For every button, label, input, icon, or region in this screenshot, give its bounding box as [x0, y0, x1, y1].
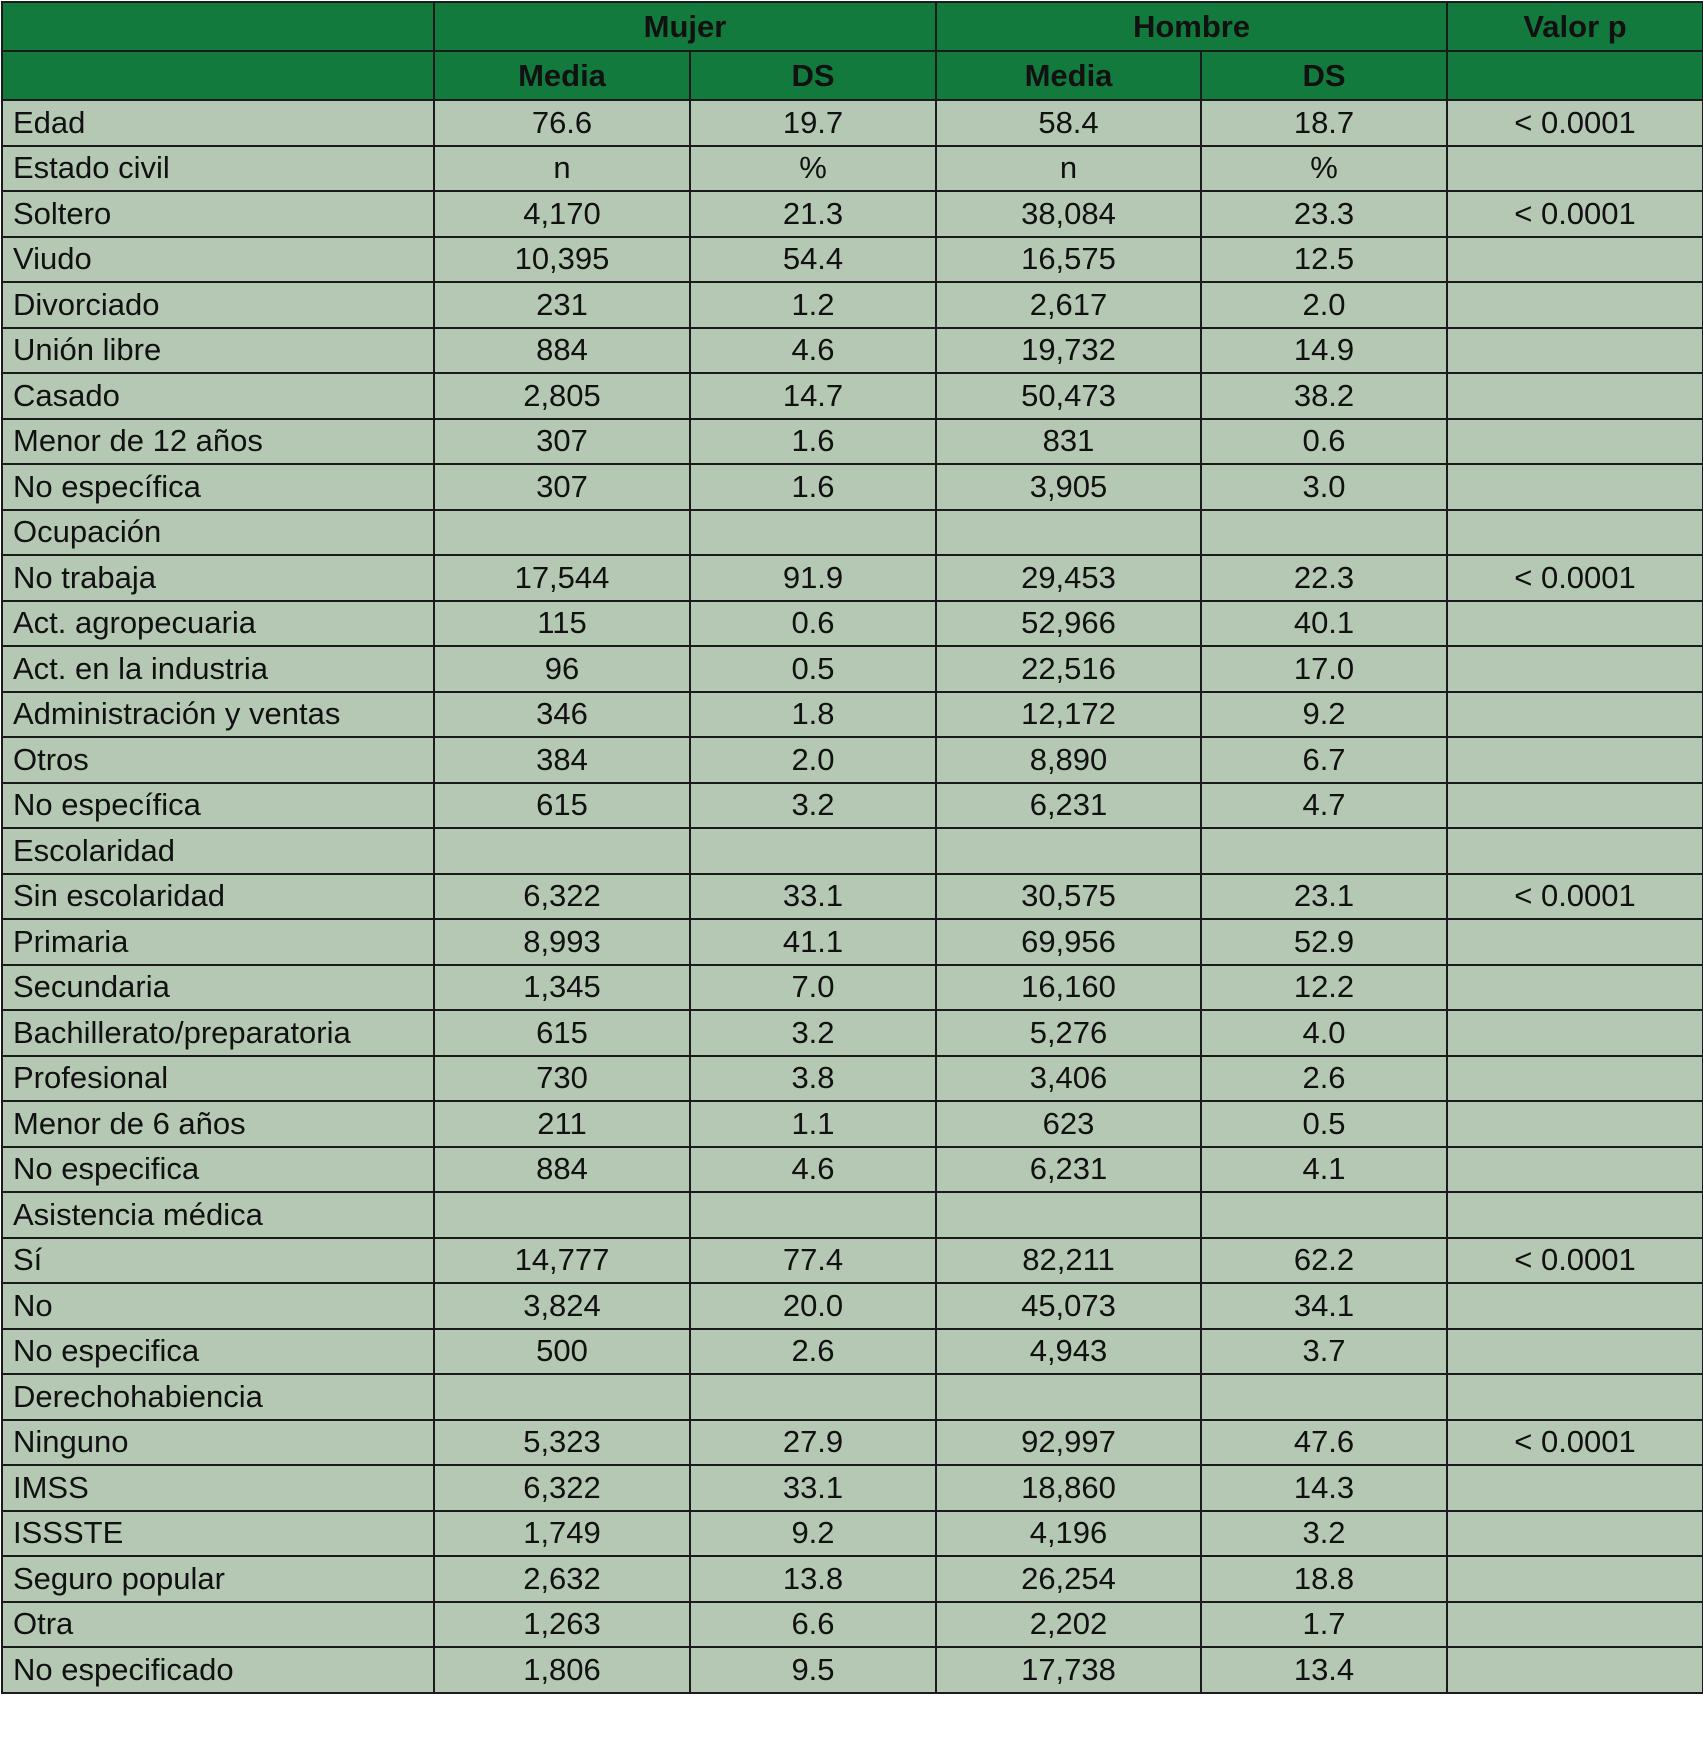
valor-p-cell: < 0.0001: [1447, 874, 1703, 920]
mujer-media-cell: 115: [434, 601, 690, 647]
valor-p-cell: [1447, 1056, 1703, 1102]
mujer-media-cell: 1,345: [434, 965, 690, 1011]
hombre-ds-cell: 2.6: [1201, 1056, 1447, 1102]
mujer-media-cell: 307: [434, 419, 690, 465]
mujer-ds-cell: 2.6: [690, 1329, 936, 1375]
mujer-media-cell: 17,544: [434, 555, 690, 601]
table-row: [2, 1238, 1703, 1284]
mujer-media-cell: [434, 828, 690, 874]
hombre-media-cell: 4,943: [936, 1329, 1201, 1375]
table-row: [2, 100, 1703, 146]
mujer-ds-cell: [690, 1192, 936, 1238]
header-hombre-ds: DS: [1201, 51, 1447, 100]
valor-p-cell: [1447, 1647, 1703, 1693]
table-row: [2, 1374, 1703, 1420]
valor-p-cell: [1447, 1101, 1703, 1147]
header-corner: [2, 2, 434, 51]
mujer-media-cell: [434, 1374, 690, 1420]
mujer-media-cell: 2,805: [434, 373, 690, 419]
valor-p-cell: [1447, 601, 1703, 647]
mujer-media-cell: 500: [434, 1329, 690, 1375]
hombre-media-cell: 2,617: [936, 282, 1201, 328]
hombre-media-cell: n: [936, 146, 1201, 192]
mujer-ds-cell: 4.6: [690, 1147, 936, 1193]
table-row: [2, 510, 1703, 556]
mujer-ds-cell: 21.3: [690, 191, 936, 237]
mujer-ds-cell: [690, 1374, 936, 1420]
mujer-ds-cell: 4.6: [690, 328, 936, 374]
hombre-media-cell: 29,453: [936, 555, 1201, 601]
valor-p-cell: [1447, 1329, 1703, 1375]
mujer-ds-cell: 1.6: [690, 464, 936, 510]
valor-p-cell: < 0.0001: [1447, 1238, 1703, 1284]
hombre-media-cell: 50,473: [936, 373, 1201, 419]
table-row: [2, 1192, 1703, 1238]
mujer-media-cell: 615: [434, 1010, 690, 1056]
hombre-ds-cell: 3.0: [1201, 464, 1447, 510]
hombre-media-cell: 22,516: [936, 646, 1201, 692]
table-row: [2, 555, 1703, 601]
mujer-ds-cell: 1.1: [690, 1101, 936, 1147]
hombre-ds-cell: 6.7: [1201, 737, 1447, 783]
mujer-media-cell: 346: [434, 692, 690, 738]
mujer-media-cell: 1,806: [434, 1647, 690, 1693]
hombre-ds-cell: 0.5: [1201, 1101, 1447, 1147]
table-row: [2, 965, 1703, 1011]
mujer-media-cell: 211: [434, 1101, 690, 1147]
hombre-ds-cell: 12.5: [1201, 237, 1447, 283]
valor-p-cell: [1447, 373, 1703, 419]
row-label: Primaria: [2, 919, 434, 965]
header-row-stats: [2, 51, 1703, 100]
valor-p-cell: [1447, 828, 1703, 874]
demographics-table: [1, 1, 1703, 1694]
mujer-media-cell: 76.6: [434, 100, 690, 146]
mujer-ds-cell: 0.5: [690, 646, 936, 692]
valor-p-cell: [1447, 1374, 1703, 1420]
mujer-ds-cell: 33.1: [690, 874, 936, 920]
row-label: Otros: [2, 737, 434, 783]
mujer-media-cell: 2,632: [434, 1556, 690, 1602]
mujer-media-cell: 4,170: [434, 191, 690, 237]
hombre-ds-cell: 4.0: [1201, 1010, 1447, 1056]
row-label: Casado: [2, 373, 434, 419]
valor-p-cell: [1447, 1465, 1703, 1511]
valor-p-cell: [1447, 783, 1703, 829]
valor-p-cell: [1447, 919, 1703, 965]
mujer-ds-cell: 33.1: [690, 1465, 936, 1511]
hombre-ds-cell: 40.1: [1201, 601, 1447, 647]
mujer-ds-cell: 54.4: [690, 237, 936, 283]
header-valor-p-blank: [1447, 51, 1703, 100]
table-row: [2, 601, 1703, 647]
hombre-ds-cell: [1201, 1374, 1447, 1420]
hombre-media-cell: [936, 1192, 1201, 1238]
row-label: Seguro popular: [2, 1556, 434, 1602]
hombre-ds-cell: 52.9: [1201, 919, 1447, 965]
hombre-media-cell: 12,172: [936, 692, 1201, 738]
hombre-ds-cell: 14.9: [1201, 328, 1447, 374]
mujer-media-cell: 384: [434, 737, 690, 783]
table-header: [2, 2, 1703, 100]
hombre-media-cell: 623: [936, 1101, 1201, 1147]
hombre-media-cell: 92,997: [936, 1420, 1201, 1466]
row-label: Administración y ventas: [2, 692, 434, 738]
mujer-ds-cell: 14.7: [690, 373, 936, 419]
mujer-media-cell: 884: [434, 328, 690, 374]
row-label: Bachillerato/preparatoria: [2, 1010, 434, 1056]
valor-p-cell: [1447, 510, 1703, 556]
valor-p-cell: [1447, 146, 1703, 192]
table-row: [2, 919, 1703, 965]
header-hombre: Hombre: [936, 2, 1447, 51]
hombre-ds-cell: 4.7: [1201, 783, 1447, 829]
row-label: No: [2, 1283, 434, 1329]
table-row: [2, 783, 1703, 829]
mujer-media-cell: 10,395: [434, 237, 690, 283]
hombre-ds-cell: [1201, 510, 1447, 556]
hombre-media-cell: [936, 1374, 1201, 1420]
row-label: Unión libre: [2, 328, 434, 374]
row-label: Ocupación: [2, 510, 434, 556]
mujer-ds-cell: 13.8: [690, 1556, 936, 1602]
hombre-ds-cell: [1201, 828, 1447, 874]
mujer-ds-cell: 91.9: [690, 555, 936, 601]
row-label: No específica: [2, 783, 434, 829]
hombre-media-cell: 17,738: [936, 1647, 1201, 1693]
row-label: Ninguno: [2, 1420, 434, 1466]
hombre-ds-cell: 17.0: [1201, 646, 1447, 692]
mujer-media-cell: 8,993: [434, 919, 690, 965]
table-row: [2, 1556, 1703, 1602]
row-label: No trabaja: [2, 555, 434, 601]
valor-p-cell: < 0.0001: [1447, 100, 1703, 146]
table-row: [2, 692, 1703, 738]
table-row: [2, 373, 1703, 419]
mujer-media-cell: 96: [434, 646, 690, 692]
row-label: No específica: [2, 464, 434, 510]
row-label: Soltero: [2, 191, 434, 237]
mujer-media-cell: 1,263: [434, 1602, 690, 1648]
mujer-ds-cell: 20.0: [690, 1283, 936, 1329]
table-row: [2, 1283, 1703, 1329]
mujer-media-cell: [434, 1192, 690, 1238]
valor-p-cell: [1447, 1511, 1703, 1557]
table-row: [2, 191, 1703, 237]
valor-p-cell: < 0.0001: [1447, 1420, 1703, 1466]
hombre-ds-cell: %: [1201, 146, 1447, 192]
table-row: [2, 328, 1703, 374]
hombre-ds-cell: 14.3: [1201, 1465, 1447, 1511]
header-mujer-media: Media: [434, 51, 690, 100]
mujer-ds-cell: 1.2: [690, 282, 936, 328]
mujer-ds-cell: [690, 510, 936, 556]
header-row-groups: [2, 2, 1703, 51]
row-label: Menor de 6 años: [2, 1101, 434, 1147]
hombre-ds-cell: 23.3: [1201, 191, 1447, 237]
row-label: Act. agropecuaria: [2, 601, 434, 647]
mujer-ds-cell: 77.4: [690, 1238, 936, 1284]
row-label: Sin escolaridad: [2, 874, 434, 920]
hombre-ds-cell: 62.2: [1201, 1238, 1447, 1284]
table-row: [2, 646, 1703, 692]
header-mujer: Mujer: [434, 2, 936, 51]
hombre-ds-cell: 47.6: [1201, 1420, 1447, 1466]
mujer-ds-cell: %: [690, 146, 936, 192]
hombre-ds-cell: 0.6: [1201, 419, 1447, 465]
row-label: Act. en la industria: [2, 646, 434, 692]
hombre-media-cell: 8,890: [936, 737, 1201, 783]
hombre-ds-cell: 13.4: [1201, 1647, 1447, 1693]
valor-p-cell: < 0.0001: [1447, 191, 1703, 237]
valor-p-cell: [1447, 1192, 1703, 1238]
row-label: IMSS: [2, 1465, 434, 1511]
table-row: [2, 1647, 1703, 1693]
hombre-media-cell: 26,254: [936, 1556, 1201, 1602]
valor-p-cell: [1447, 1283, 1703, 1329]
row-label: Sí: [2, 1238, 434, 1284]
hombre-media-cell: 16,160: [936, 965, 1201, 1011]
hombre-media-cell: 30,575: [936, 874, 1201, 920]
valor-p-cell: [1447, 1556, 1703, 1602]
table-row: [2, 828, 1703, 874]
row-label: Escolaridad: [2, 828, 434, 874]
hombre-media-cell: 45,073: [936, 1283, 1201, 1329]
row-label: Otra: [2, 1602, 434, 1648]
hombre-ds-cell: 18.7: [1201, 100, 1447, 146]
mujer-media-cell: [434, 510, 690, 556]
mujer-media-cell: 615: [434, 783, 690, 829]
mujer-media-cell: 730: [434, 1056, 690, 1102]
table-row: [2, 464, 1703, 510]
row-label: Viudo: [2, 237, 434, 283]
table-row: [2, 282, 1703, 328]
table-row: [2, 737, 1703, 783]
hombre-media-cell: 16,575: [936, 237, 1201, 283]
hombre-media-cell: 4,196: [936, 1511, 1201, 1557]
mujer-media-cell: 5,323: [434, 1420, 690, 1466]
row-label: Estado civil: [2, 146, 434, 192]
hombre-media-cell: 2,202: [936, 1602, 1201, 1648]
valor-p-cell: [1447, 1602, 1703, 1648]
row-label: No especifica: [2, 1329, 434, 1375]
mujer-ds-cell: 41.1: [690, 919, 936, 965]
hombre-ds-cell: 23.1: [1201, 874, 1447, 920]
valor-p-cell: [1447, 419, 1703, 465]
hombre-media-cell: 82,211: [936, 1238, 1201, 1284]
valor-p-cell: [1447, 328, 1703, 374]
mujer-ds-cell: 27.9: [690, 1420, 936, 1466]
hombre-ds-cell: 3.2: [1201, 1511, 1447, 1557]
header-valor-p: Valor p: [1447, 2, 1703, 51]
row-label: No especificado: [2, 1647, 434, 1693]
row-label: Menor de 12 años: [2, 419, 434, 465]
row-label: No especifica: [2, 1147, 434, 1193]
mujer-media-cell: 1,749: [434, 1511, 690, 1557]
mujer-media-cell: 884: [434, 1147, 690, 1193]
row-label: Asistencia médica: [2, 1192, 434, 1238]
mujer-ds-cell: 1.8: [690, 692, 936, 738]
mujer-media-cell: 6,322: [434, 1465, 690, 1511]
valor-p-cell: [1447, 282, 1703, 328]
mujer-media-cell: 231: [434, 282, 690, 328]
mujer-ds-cell: 3.2: [690, 1010, 936, 1056]
hombre-media-cell: 6,231: [936, 1147, 1201, 1193]
hombre-media-cell: 19,732: [936, 328, 1201, 374]
mujer-media-cell: n: [434, 146, 690, 192]
hombre-ds-cell: 22.3: [1201, 555, 1447, 601]
table-row: [2, 1010, 1703, 1056]
hombre-media-cell: 3,905: [936, 464, 1201, 510]
hombre-media-cell: [936, 828, 1201, 874]
hombre-ds-cell: [1201, 1192, 1447, 1238]
hombre-media-cell: 18,860: [936, 1465, 1201, 1511]
table-row: [2, 1465, 1703, 1511]
table-body: [2, 100, 1703, 1693]
mujer-ds-cell: 6.6: [690, 1602, 936, 1648]
hombre-media-cell: 69,956: [936, 919, 1201, 965]
valor-p-cell: [1447, 965, 1703, 1011]
table-row: [2, 1056, 1703, 1102]
valor-p-cell: < 0.0001: [1447, 555, 1703, 601]
mujer-ds-cell: 3.8: [690, 1056, 936, 1102]
mujer-media-cell: 14,777: [434, 1238, 690, 1284]
hombre-media-cell: 831: [936, 419, 1201, 465]
valor-p-cell: [1447, 1010, 1703, 1056]
row-label: Derechohabiencia: [2, 1374, 434, 1420]
hombre-ds-cell: 1.7: [1201, 1602, 1447, 1648]
mujer-ds-cell: 1.6: [690, 419, 936, 465]
table-row: [2, 237, 1703, 283]
mujer-ds-cell: 7.0: [690, 965, 936, 1011]
valor-p-cell: [1447, 737, 1703, 783]
hombre-media-cell: 58.4: [936, 100, 1201, 146]
table-row: [2, 1511, 1703, 1557]
row-label: Edad: [2, 100, 434, 146]
row-label: Profesional: [2, 1056, 434, 1102]
mujer-media-cell: 6,322: [434, 874, 690, 920]
hombre-media-cell: 6,231: [936, 783, 1201, 829]
mujer-ds-cell: 3.2: [690, 783, 936, 829]
table-row: [2, 1101, 1703, 1147]
mujer-ds-cell: 9.2: [690, 1511, 936, 1557]
row-label: ISSSTE: [2, 1511, 434, 1557]
hombre-media-cell: 38,084: [936, 191, 1201, 237]
table-row: [2, 146, 1703, 192]
table-row: [2, 1147, 1703, 1193]
hombre-ds-cell: 18.8: [1201, 1556, 1447, 1602]
hombre-ds-cell: 38.2: [1201, 373, 1447, 419]
hombre-ds-cell: 3.7: [1201, 1329, 1447, 1375]
table-row: [2, 1329, 1703, 1375]
mujer-ds-cell: 2.0: [690, 737, 936, 783]
mujer-media-cell: 3,824: [434, 1283, 690, 1329]
mujer-media-cell: 307: [434, 464, 690, 510]
table-row: [2, 419, 1703, 465]
hombre-ds-cell: 4.1: [1201, 1147, 1447, 1193]
hombre-ds-cell: 34.1: [1201, 1283, 1447, 1329]
valor-p-cell: [1447, 1147, 1703, 1193]
table-row: [2, 1420, 1703, 1466]
table-row: [2, 874, 1703, 920]
hombre-ds-cell: 9.2: [1201, 692, 1447, 738]
mujer-ds-cell: 0.6: [690, 601, 936, 647]
hombre-ds-cell: 2.0: [1201, 282, 1447, 328]
hombre-media-cell: 52,966: [936, 601, 1201, 647]
mujer-ds-cell: 9.5: [690, 1647, 936, 1693]
mujer-ds-cell: [690, 828, 936, 874]
header-corner-2: [2, 51, 434, 100]
valor-p-cell: [1447, 237, 1703, 283]
mujer-ds-cell: 19.7: [690, 100, 936, 146]
hombre-media-cell: [936, 510, 1201, 556]
hombre-media-cell: 5,276: [936, 1010, 1201, 1056]
header-hombre-media: Media: [936, 51, 1201, 100]
valor-p-cell: [1447, 464, 1703, 510]
valor-p-cell: [1447, 692, 1703, 738]
hombre-ds-cell: 12.2: [1201, 965, 1447, 1011]
valor-p-cell: [1447, 646, 1703, 692]
hombre-media-cell: 3,406: [936, 1056, 1201, 1102]
header-mujer-ds: DS: [690, 51, 936, 100]
row-label: Divorciado: [2, 282, 434, 328]
table-row: [2, 1602, 1703, 1648]
row-label: Secundaria: [2, 965, 434, 1011]
